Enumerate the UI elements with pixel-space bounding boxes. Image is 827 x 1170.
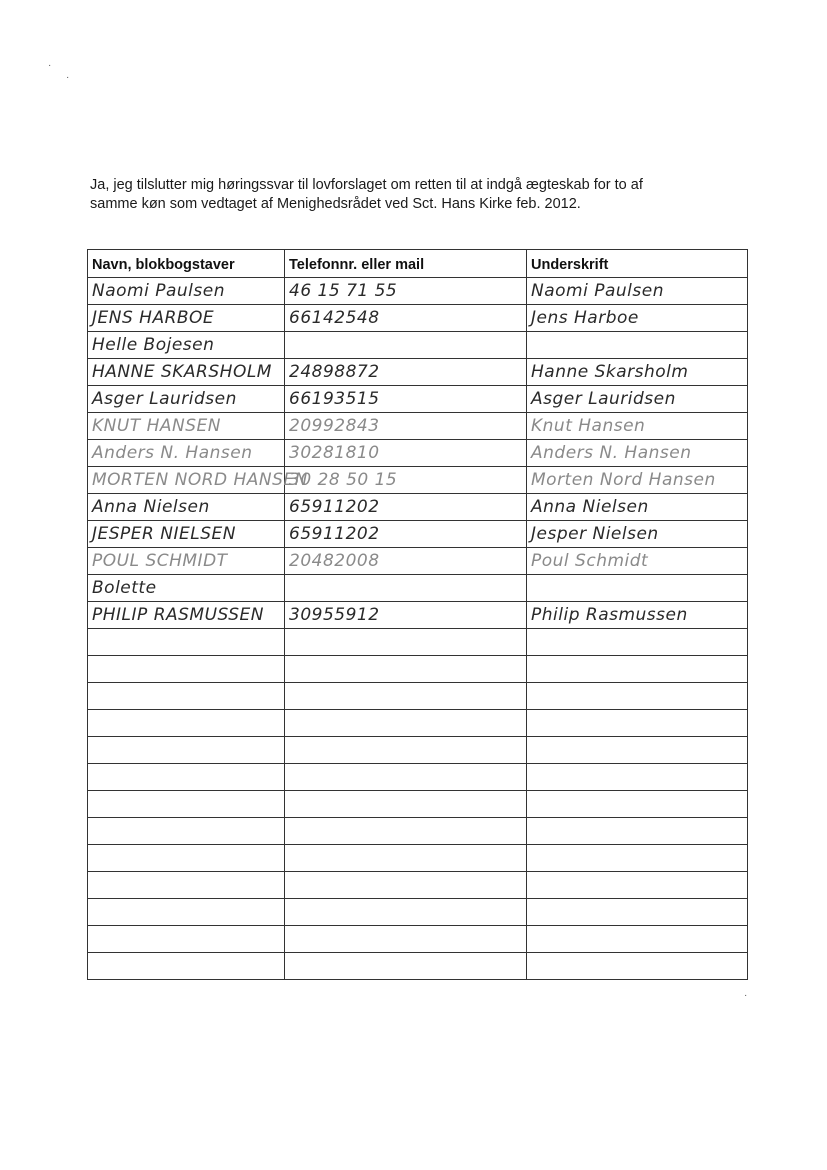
cell-name: PHILIP RASMUSSEN: [88, 602, 285, 629]
cell-phone: [285, 818, 527, 845]
table-row: [88, 791, 748, 818]
cell-phone: 30955912: [285, 602, 527, 629]
cell-signature: Anders N. Hansen: [527, 440, 748, 467]
cell-name: Anders N. Hansen: [88, 440, 285, 467]
cell-phone: [285, 845, 527, 872]
table-row: [88, 521, 748, 548]
cell-signature: Philip Rasmussen: [527, 602, 748, 629]
table-row: [88, 575, 748, 602]
cell-phone: [285, 332, 527, 359]
table-row: [88, 467, 748, 494]
table-row: [88, 872, 748, 899]
table-row: [88, 413, 748, 440]
cell-signature: Jesper Nielsen: [527, 521, 748, 548]
cell-name: Naomi Paulsen: [88, 278, 285, 305]
cell-name: [88, 845, 285, 872]
scan-speck: ·: [66, 72, 70, 83]
cell-phone: [285, 737, 527, 764]
table-row: [88, 926, 748, 953]
cell-name: [88, 629, 285, 656]
cell-phone: 24898872: [285, 359, 527, 386]
table-row: [88, 359, 748, 386]
header-phone: Telefonnr. eller mail: [285, 250, 527, 278]
header-signature: Underskrift: [527, 250, 748, 278]
cell-phone: [285, 629, 527, 656]
cell-name: KNUT HANSEN: [88, 413, 285, 440]
table-row: [88, 656, 748, 683]
cell-name: HANNE SKARSHOLM: [88, 359, 285, 386]
cell-phone: 30 28 50 15: [285, 467, 527, 494]
cell-name: [88, 710, 285, 737]
table-row: [88, 602, 748, 629]
intro-line-2: samme køn som vedtaget af Menighedsrådet ved Sct. Hans Kirke feb. 2012.: [90, 196, 581, 212]
table-header-row: [88, 250, 748, 278]
table-row: [88, 548, 748, 575]
table-row: [88, 278, 748, 305]
cell-phone: [285, 656, 527, 683]
cell-signature: [527, 629, 748, 656]
cell-signature: [527, 332, 748, 359]
cell-phone: 46 15 71 55: [285, 278, 527, 305]
cell-signature: [527, 818, 748, 845]
cell-name: [88, 818, 285, 845]
cell-signature: Poul Schmidt: [527, 548, 748, 575]
cell-phone: [285, 710, 527, 737]
cell-signature: [527, 953, 748, 980]
cell-name: [88, 926, 285, 953]
cell-phone: [285, 872, 527, 899]
cell-name: [88, 737, 285, 764]
cell-name: [88, 953, 285, 980]
cell-phone: [285, 575, 527, 602]
scan-speck: ·: [48, 60, 52, 71]
signature-table: [87, 249, 748, 980]
cell-name: Helle Bojesen: [88, 332, 285, 359]
table-row: [88, 710, 748, 737]
cell-name: JENS HARBOE: [88, 305, 285, 332]
table-row: [88, 845, 748, 872]
cell-phone: [285, 683, 527, 710]
table-row: [88, 737, 748, 764]
cell-phone: [285, 953, 527, 980]
intro-text: [90, 176, 750, 214]
table-row: [88, 440, 748, 467]
cell-signature: [527, 764, 748, 791]
cell-name: MORTEN NORD HANSEN: [88, 467, 285, 494]
cell-signature: [527, 737, 748, 764]
cell-phone: [285, 926, 527, 953]
cell-signature: [527, 656, 748, 683]
cell-phone: 65911202: [285, 494, 527, 521]
cell-signature: [527, 710, 748, 737]
cell-signature: Naomi Paulsen: [527, 278, 748, 305]
cell-signature: Hanne Skarsholm: [527, 359, 748, 386]
cell-name: [88, 656, 285, 683]
table-row: [88, 899, 748, 926]
header-name: Navn, blokbogstaver: [88, 250, 285, 278]
cell-name: [88, 683, 285, 710]
table-row: [88, 386, 748, 413]
scan-speck: ·: [744, 990, 748, 1001]
cell-phone: 66193515: [285, 386, 527, 413]
cell-signature: [527, 899, 748, 926]
cell-signature: [527, 845, 748, 872]
cell-phone: [285, 899, 527, 926]
cell-name: Asger Lauridsen: [88, 386, 285, 413]
cell-phone: [285, 791, 527, 818]
cell-signature: [527, 926, 748, 953]
cell-signature: Jens Harboe: [527, 305, 748, 332]
cell-phone: 66142548: [285, 305, 527, 332]
cell-phone: [285, 764, 527, 791]
table-row: [88, 332, 748, 359]
cell-name: Anna Nielsen: [88, 494, 285, 521]
cell-phone: 20482008: [285, 548, 527, 575]
cell-signature: [527, 872, 748, 899]
cell-signature: Asger Lauridsen: [527, 386, 748, 413]
cell-signature: Knut Hansen: [527, 413, 748, 440]
cell-name: [88, 872, 285, 899]
table-row: [88, 629, 748, 656]
table-row: [88, 953, 748, 980]
table-row: [88, 305, 748, 332]
cell-phone: 20992843: [285, 413, 527, 440]
cell-name: JESPER NIELSEN: [88, 521, 285, 548]
cell-name: [88, 764, 285, 791]
cell-signature: Anna Nielsen: [527, 494, 748, 521]
table-row: [88, 818, 748, 845]
cell-signature: [527, 575, 748, 602]
table-row: [88, 764, 748, 791]
cell-signature: [527, 683, 748, 710]
cell-phone: 30281810: [285, 440, 527, 467]
cell-name: [88, 791, 285, 818]
cell-name: POUL SCHMIDT: [88, 548, 285, 575]
cell-phone: 65911202: [285, 521, 527, 548]
cell-name: Bolette: [88, 575, 285, 602]
cell-signature: [527, 791, 748, 818]
table-row: [88, 683, 748, 710]
table-row: [88, 494, 748, 521]
intro-line-1: Ja, jeg tilslutter mig høringssvar til lovforslaget om retten til at indgå ægteskab for to af: [90, 177, 643, 193]
cell-name: [88, 899, 285, 926]
cell-signature: Morten Nord Hansen: [527, 467, 748, 494]
